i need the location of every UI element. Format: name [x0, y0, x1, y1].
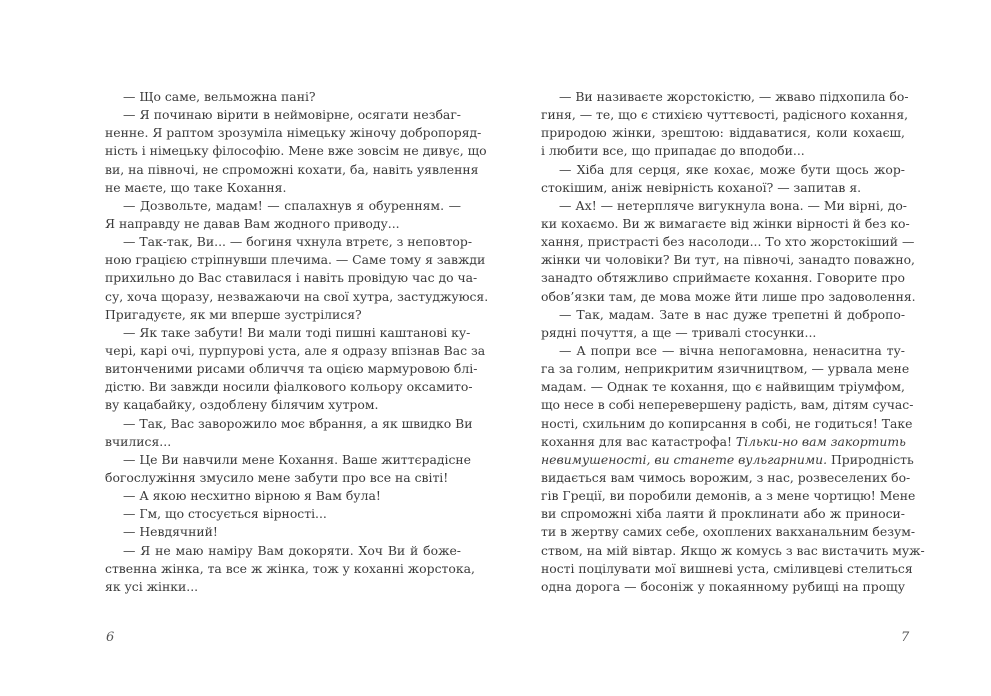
text-segment: — Я не маю наміру Вам докоряти. Хоч Ви й боже-: [123, 542, 461, 558]
text-line: [541, 233, 915, 251]
text-line: [541, 106, 909, 124]
text-line: [541, 88, 909, 106]
text-line: [541, 487, 916, 505]
text-segment: як усі жінки...: [105, 578, 199, 594]
text-segment: ності, схильним до копирсання в собі, не годиться! Таке: [541, 415, 913, 431]
text-line: [541, 342, 905, 360]
text-segment: і любити все, що припадає до вподоби...: [541, 143, 805, 159]
italic-text: невимушеності, ви станете вульгарними.: [541, 451, 828, 467]
text-line: [105, 433, 461, 451]
text-line: [105, 215, 461, 233]
text-line: [105, 523, 461, 541]
right-page-text: [541, 88, 925, 596]
text-line: [105, 487, 461, 505]
page-number-right: 7: [901, 630, 910, 645]
text-segment: — Невдячний!: [123, 524, 218, 540]
text-segment: — Дозвольте, мадам! — спалахнув я обуренням. —: [123, 197, 461, 213]
text-segment: гиня, — те, що є стихією чуттєвості, радісного кохання,: [541, 107, 909, 123]
text-segment: що несе в собі неперевершену радість, вам, дітям сучас-: [541, 397, 914, 413]
text-segment: ви, на півночі, не спроможні кохати, ба, навіть уявлення: [105, 161, 479, 177]
text-line: [105, 342, 486, 360]
text-segment: ки кохаємо. Ви ж вимагаєте від жінки вірності й без ко-: [541, 215, 910, 231]
text-line: [105, 505, 461, 523]
text-segment: ності поцілувати мої вишневі уста, сміливцеві стелиться: [541, 560, 913, 576]
text-line: [105, 179, 461, 197]
text-line: [105, 88, 461, 106]
text-line: [541, 378, 905, 396]
text-line: [105, 324, 471, 342]
text-segment: витонченими рисами обличчя та оцією мармуровою блі-: [105, 361, 478, 377]
text-segment: Я направду не давав Вам жодного приводу...: [105, 215, 400, 231]
text-line: [541, 505, 905, 523]
text-segment: гів Греції, ви поробили демонів, а з мене чортицю! Мене: [541, 488, 916, 504]
text-line: [541, 124, 905, 142]
text-line: [105, 142, 487, 160]
text-line: [541, 396, 914, 414]
text-segment: одна дорога — босоніж у покаянному рубищі на прощу: [541, 578, 905, 594]
text-line: [541, 306, 905, 324]
text-segment: — Так-так, Ви... — богиня чхнула втретє, з неповтор-: [123, 234, 473, 250]
text-line: [105, 378, 473, 396]
text-line: [541, 560, 913, 578]
text-line: [105, 106, 461, 124]
text-line: [541, 269, 905, 287]
text-segment: видається вам чимось ворожим, з нас, розвеселених бо-: [541, 469, 911, 485]
text-segment: прихильно до Вас ставилася і навіть провідую час до ча-: [105, 270, 478, 286]
text-segment: — Що саме, вельможна пані?: [123, 89, 316, 104]
text-line: [105, 469, 461, 487]
text-segment: ною грацією стріпнувши плечима. — Саме тому я завжди: [105, 252, 486, 268]
text-line: [105, 560, 475, 578]
text-segment: ву кацабайку, оздоблену білячим хутром.: [105, 397, 379, 413]
text-segment: Пригадуєте, як ми вперше зустрілися?: [105, 306, 362, 322]
text-segment: — Гм, що стосується вірності...: [123, 506, 327, 522]
text-segment: — Ви називаєте жорстокістю, — жваво підхопила бо-: [559, 89, 909, 104]
text-line: [105, 360, 478, 378]
text-segment: дістю. Ви завжди носили фіалкового кольору оксамито-: [105, 379, 473, 395]
text-segment: — А якою несхитно вірною я Вам була!: [123, 488, 381, 504]
text-segment: чері, карі очі, пурпурові уста, але я одразу впізнав Вас за: [105, 342, 486, 358]
text-segment: жінки чи чоловіки? Ви тут, на півночі, занадто поважно,: [541, 252, 915, 268]
text-line: [105, 578, 461, 596]
text-line: [541, 288, 916, 306]
text-segment: богослужіння змусило мене забути про все на світі!: [105, 469, 449, 485]
text-segment: су, хоча щоразу, незважаючи на свої хутра, застуджуюся.: [105, 288, 489, 304]
text-segment: обов’язки там, де мова може йти лише про задоволення.: [541, 288, 916, 304]
text-segment: ви спроможні хіба лаяти й проклинати або ж приноси-: [541, 506, 905, 522]
text-segment: ненне. Я раптом зрозуміла німецьку жіночу добропоряд-: [105, 125, 482, 141]
text-line: [541, 251, 915, 269]
text-line: [541, 415, 913, 433]
text-segment: — Хіба для серця, яке кохає, може бути щось жор-: [559, 161, 905, 177]
text-segment: — Я починаю вірити в неймовірне, осягати незбаг-: [123, 107, 461, 123]
text-line: [541, 324, 905, 342]
text-segment: — Як таке забути! Ви мали тоді пишні каштанові ку-: [123, 324, 471, 340]
italic-text: Тільки-но вам закортить: [735, 433, 906, 449]
text-line: [105, 251, 486, 269]
text-line: [105, 233, 473, 251]
text-line: [541, 142, 905, 160]
text-line: [541, 161, 905, 179]
left-page-text: [105, 88, 489, 596]
text-segment: занадто обтяжливо сприймаєте кохання. Говорите про: [541, 270, 905, 286]
text-segment: рядні почуття, а ще — тривалі стосунки...: [541, 324, 817, 340]
text-segment: стокішим, аніж невірність коханої? — запитав я.: [541, 179, 862, 195]
text-segment: ственна жінка, та все ж жінка, тож у коханні жорстока,: [105, 560, 475, 576]
text-segment: — Це Ви навчили мене Кохання. Ваше життєрадісне: [123, 451, 472, 467]
text-line: [541, 215, 910, 233]
text-segment: — Ах! — нетерпляче вигукнула вона. — Ми вірні, до-: [559, 197, 907, 213]
page-number-left: 6: [106, 630, 115, 645]
text-segment: га за голим, неприкритим язичництвом, — урвала мене: [541, 361, 910, 377]
text-segment: ність і німецьку філософію. Мене вже зовсім не дивує, що: [105, 143, 487, 159]
text-segment: мадам. — Однак те кохання, що є найвищим тріумфом,: [541, 379, 905, 395]
text-line: [105, 542, 461, 560]
text-line: [105, 269, 478, 287]
text-segment: кохання для вас катастрофа!: [541, 433, 736, 449]
text-line: [105, 124, 482, 142]
text-line: [105, 306, 461, 324]
text-line: [541, 179, 905, 197]
text-segment: хання, пристрасті без насолоди... То хто жорстокіший —: [541, 234, 915, 250]
text-segment: Природність: [827, 451, 914, 467]
text-line: [105, 451, 472, 469]
text-segment: не маєте, що таке Кохання.: [105, 179, 287, 195]
text-segment: — А попри все — вічна непогамовна, ненаситна ту-: [559, 342, 905, 358]
text-line: [105, 415, 473, 433]
text-segment: — Так, мадам. Зате в нас дуже трепетні й добропо-: [559, 306, 905, 322]
text-segment: природою жінки, зрештою: віддаватися, коли кохаєш,: [541, 125, 905, 141]
text-segment: — Так, Вас заворожило моє вбрання, а як швидко Ви: [123, 415, 473, 431]
text-line: [541, 433, 905, 451]
text-line: [541, 451, 914, 469]
text-line: [105, 197, 461, 215]
text-segment: ти в жертву самих себе, охоплених вакханальним безум-: [541, 524, 916, 540]
text-line: [541, 578, 905, 596]
text-line: [541, 360, 910, 378]
text-line: [105, 288, 489, 306]
text-line: [105, 396, 461, 414]
text-line: [541, 523, 916, 541]
text-segment: ством, на мій вівтар. Якщо ж комусь з вас вистачить муж-: [541, 542, 925, 558]
text-segment: вчилися...: [105, 433, 172, 449]
text-line: [105, 161, 479, 179]
text-line: [541, 197, 905, 215]
text-line: [541, 542, 925, 560]
text-line: [541, 469, 911, 487]
